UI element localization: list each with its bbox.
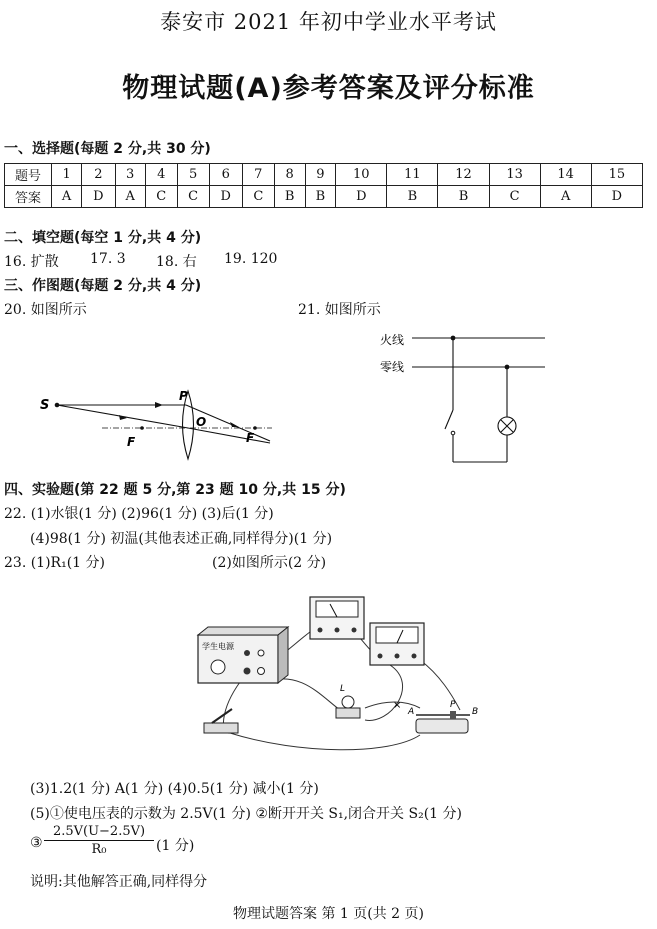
answer-table (4, 163, 643, 208)
answer-20: 20. 如图所示 (4, 302, 87, 318)
terminal-negative (258, 668, 265, 675)
answer-22-line2: (4)98(1 分) 初温(其他表述正确,同样得分)(1 分) (30, 531, 333, 547)
table-row (5, 164, 643, 186)
table-cell: C (242, 186, 274, 208)
table-cell: A (115, 186, 145, 208)
formula-numerator: 2.5V(U−2.5V) (44, 824, 154, 841)
terminal (318, 628, 323, 633)
lamp-holder (336, 708, 360, 718)
answer-19: 19. 120 (224, 251, 278, 267)
formula-score: (1 分) (156, 838, 195, 854)
arrow-icon (155, 402, 163, 408)
answer-18: 18. 右 (156, 254, 197, 270)
row-label-number: 题号 (5, 164, 52, 186)
page-footer: 物理试题答案 第 1 页(共 2 页) (233, 906, 424, 922)
table-cell: B (438, 186, 489, 208)
table-cell: C (145, 186, 177, 208)
table-cell: 8 (274, 164, 305, 186)
focal-point-left (140, 426, 144, 430)
household-circuit-diagram (370, 325, 560, 470)
table-cell: B (274, 186, 305, 208)
table-cell: C (489, 186, 540, 208)
terminal (412, 654, 417, 659)
answer-16: 16. 扩散 (4, 254, 59, 270)
switch-lever (212, 709, 232, 723)
arrow-icon (230, 422, 239, 427)
table-cell: 9 (305, 164, 336, 186)
exam-top-title: 泰安市 2021 年初中学业水平考试 (160, 10, 497, 34)
table-cell: 6 (209, 164, 242, 186)
terminal (335, 628, 340, 633)
table-cell: 10 (336, 164, 387, 186)
indicator-icon (244, 650, 250, 656)
section1-heading: 一、选择题(每题 2 分,共 30 分) (4, 141, 211, 157)
label-f-right: F (246, 431, 255, 445)
table-cell: 4 (145, 164, 177, 186)
table-cell: D (591, 186, 642, 208)
table-cell: B (305, 186, 336, 208)
table-cell: D (82, 186, 115, 208)
indicator-icon (258, 650, 264, 656)
table-cell: C (177, 186, 209, 208)
knob-icon (211, 660, 225, 674)
answer-17: 17. 3 (90, 251, 126, 267)
label-l: L (340, 684, 346, 694)
lens-ray-diagram (30, 385, 290, 470)
terminal (395, 654, 400, 659)
answer-23-line2: (2)如图所示(2 分) (212, 555, 327, 571)
section2-heading: 二、填空题(每空 1 分,共 4 分) (4, 230, 202, 246)
formula-denominator: R₀ (91, 842, 107, 857)
terminal (378, 654, 383, 659)
page-title: 物理试题(A)参考答案及评分标准 (122, 73, 535, 104)
meter-dial (376, 627, 418, 643)
switch-icon (445, 410, 453, 429)
table-cell: 14 (540, 164, 591, 186)
table-cell: 3 (115, 164, 145, 186)
table-row (5, 186, 643, 208)
formula-fraction (44, 824, 154, 857)
answer-21: 21. 如图所示 (298, 302, 381, 318)
section4-heading: 四、实验题(第 22 题 5 分,第 23 题 10 分,共 15 分) (4, 482, 346, 498)
label-neutral-wire: 零线 (380, 360, 405, 374)
table-cell: A (52, 186, 82, 208)
wire (365, 665, 403, 720)
table-cell: D (336, 186, 387, 208)
label-p-slider: P (450, 700, 456, 710)
table-cell: D (209, 186, 242, 208)
label-live-wire: 火线 (380, 333, 405, 347)
label-p: P (179, 389, 188, 403)
table-cell: 13 (489, 164, 540, 186)
table-cell: 7 (242, 164, 274, 186)
table-cell: B (387, 186, 438, 208)
focal-point-right (253, 426, 257, 430)
row-label-answer: 答案 (5, 186, 52, 208)
bulb-icon (342, 696, 354, 708)
section3-heading: 三、作图题(每题 2 分,共 4 分) (4, 278, 202, 294)
label-s: S (40, 398, 50, 413)
rheostat-coil (416, 719, 468, 733)
table-cell: A (540, 186, 591, 208)
terminal (352, 628, 357, 633)
table-cell: 11 (387, 164, 438, 186)
label-b: B (472, 707, 479, 717)
power-supply-label: 学生电源 (202, 642, 234, 651)
answer-23-line3: (3)1.2(1 分) A(1 分) (4)0.5(1 分) 减小(1 分) (30, 781, 319, 797)
power-supply-top (198, 627, 288, 635)
answer-23-line1: 23. (1)R₁(1 分) (4, 555, 105, 571)
answer-22-line1: 22. (1)水银(1 分) (2)96(1 分) (3)后(1 分) (4, 506, 274, 522)
rheostat-slider (450, 711, 456, 719)
experiment-apparatus-diagram (190, 585, 490, 760)
label-a: A (408, 707, 415, 717)
wire (230, 733, 420, 750)
label-o: O (196, 415, 207, 429)
switch-base (204, 723, 238, 733)
table-cell: 5 (177, 164, 209, 186)
circle-number-3: ③ (30, 835, 43, 851)
power-supply-side (278, 627, 288, 683)
table-cell: 1 (52, 164, 82, 186)
table-cell: 12 (438, 164, 489, 186)
meter-dial (316, 601, 358, 617)
table-cell: 2 (82, 164, 115, 186)
table-cell: 15 (591, 164, 642, 186)
switch-contact (451, 431, 455, 435)
label-f-left: F (127, 435, 136, 449)
note: 说明:其他解答正确,同样得分 (30, 874, 208, 890)
terminal-positive (244, 668, 251, 675)
cross-mark: × (393, 700, 402, 711)
answer-23-line4: (5)①使电压表的示数为 2.5V(1 分) ②断开开关 S₁,闭合开关 S₂(1 分) (30, 806, 462, 822)
